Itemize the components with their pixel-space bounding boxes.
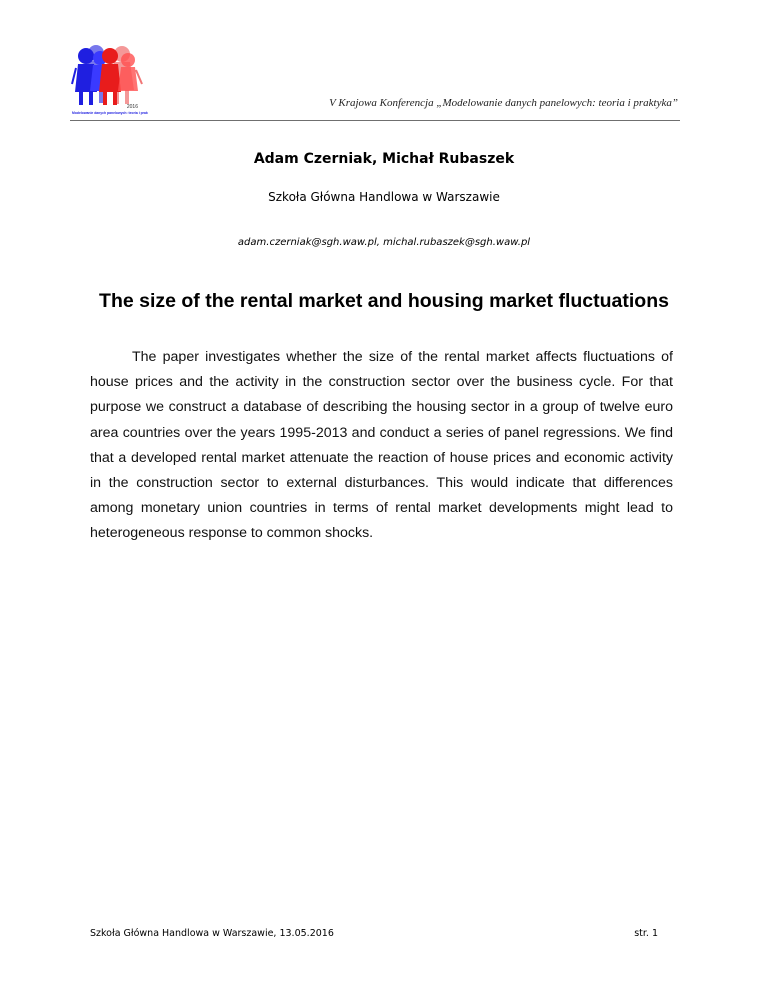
logo-year: 2016	[126, 104, 138, 110]
abstract-paragraph: The paper investigates whether the size of the rental market affects fluctuations of house prices and the activity in the construction sector over the business cycle. For that purpose we construct a database of describing the housing sector in a group of twelve euro area countries over the years 1995-2013 and conduct a series of panel regressions. We find that a developed rental market attenuate the reaction of house prices and economic activity in the construction sector to external disturbances. This would indicate that differences among monetary union countries in terms of rental market developments might lead to heterogeneous response to common shocks.	[90, 349, 673, 542]
header-divider	[70, 120, 680, 121]
paper-authors: Adam Czerniak, Michał Rubaszek	[253, 151, 515, 167]
page-number: str. 1	[634, 928, 658, 939]
paper-title: The size of the rental market and housing market fluctuations	[99, 290, 669, 312]
author-emails: adam.czerniak@sgh.waw.pl, michal.rubaszek@sgh.waw.pl	[237, 237, 531, 248]
conference-header: V Krajowa Konferencja „Modelowanie danych panelowych: teoria i praktyka”	[329, 97, 678, 109]
paper-affiliation: Szkoła Główna Handlowa w Warszawie	[268, 190, 500, 204]
logo-caption: Modelowanie danych panelowych: teoria i praktyka	[72, 111, 148, 115]
conference-people-logo-icon	[70, 44, 148, 116]
footer-institution-date: Szkoła Główna Handlowa w Warszawie, 13.05.2016	[90, 928, 334, 939]
